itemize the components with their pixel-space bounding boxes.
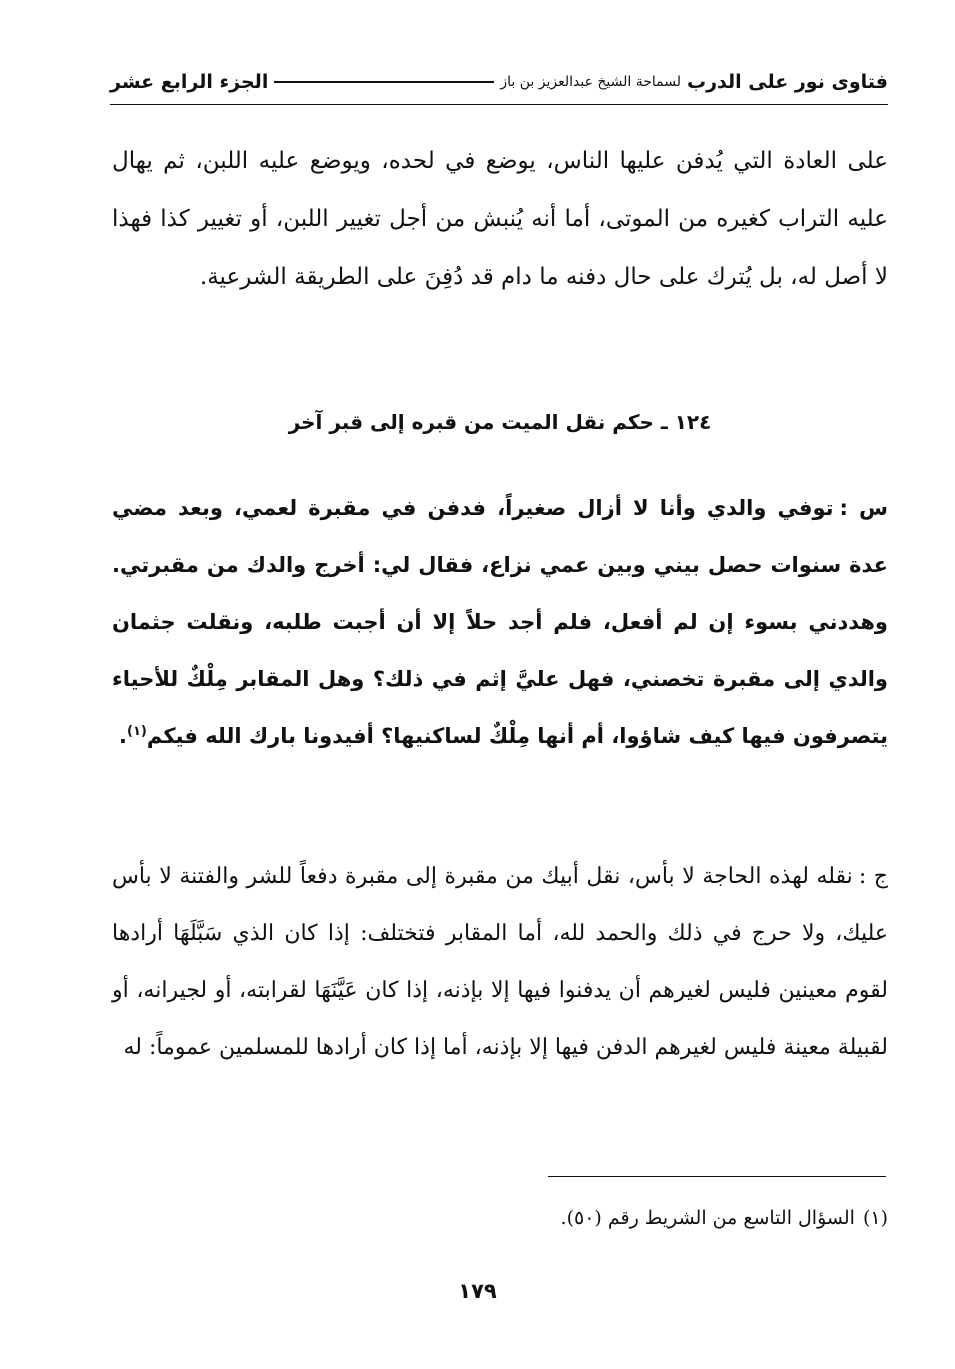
answer-text: نقله لهذه الحاجة لا بأس، نقل أبيك من مقبرة إلى مقبرة دفعاً للشر والفتنة لا بأس عليك، ولا حرج في ذلك والحمد لله، أما المقابر فتختلف: إذا كان الذي سَبَّلَهَا أرادها لقوم معينين فليس لغيرهم أن يدفنوا فيها إلا بإذنه، إذا كان عَيَّنَهَا لقرابته، أو لجيرانه، أو لقبيلة معينة فليس لغيرهم الدفن فيها إلا بإذنه، أما إذا كان أرادها للمسلمين عموماً: له	[112, 864, 888, 1060]
answer-marker: ج :	[858, 864, 888, 889]
footnote-rule	[548, 1176, 886, 1177]
footnote-text: السؤال التاسع من الشريط رقم (٥٠).	[560, 1207, 855, 1229]
section-heading: ١٢٤ ـ حكم نقل الميت من قبره إلى قبر آخر	[288, 410, 712, 434]
question-text: توفي والدي وأنا لا أزال صغيراً، فدفن في مقبرة لعمي، وبعد مضي عدة سنوات حصل بيني وبين عمي نزاع، فقال لي: أخرج والدك من مقبرتي. وهددني بسوء إن لم أفعل، فلم أجد حلاً إلا أن أجبت طلبه، ونقلت جثمان والدي إلى مقبرة تخصني، فهل عليَّ إثم في ذلك؟ وهل المقابر مِلْكٌ للأحياء يتصرفون فيها كيف شاؤوا، أم أنها مِلْكٌ لساكنيها؟ أفيدونا بارك الله فيكم	[112, 496, 888, 748]
continuation-paragraph	[112, 132, 888, 306]
header-title-group	[268, 71, 888, 93]
header-book-title: فتاوى نور على الدرب	[687, 71, 888, 93]
footnote-reference: (١)	[127, 724, 147, 739]
footnote-number: (١)	[862, 1207, 888, 1229]
answer-text-line	[112, 848, 888, 1076]
page-number: ١٧٩	[458, 1279, 497, 1303]
header-author: لسماحة الشيخ عبدالعزيز بن باز	[500, 74, 681, 90]
question-end: .	[119, 724, 128, 748]
header-underline	[110, 104, 888, 105]
header-rule	[274, 81, 494, 83]
running-header	[110, 62, 888, 102]
continuation-text: على العادة التي يُدفن عليها الناس، يوضع في لحده، ويوضع عليه اللبن، ثم يهال عليه التراب كغيره من الموتى، أما أنه يُنبش من أجل تغيير اللبن، أو تغيير كذا فهذا لا أصل له، بل يُترك على حال دفنه ما دام قد دُفِنَ على الطريقة الشرعية.	[112, 148, 888, 290]
question-paragraph	[112, 480, 888, 765]
question-text-line	[112, 480, 888, 765]
answer-paragraph	[112, 848, 888, 1076]
question-marker: س :	[839, 496, 889, 520]
footnote	[112, 1200, 888, 1236]
header-volume: الجزء الرابع عشر	[110, 71, 269, 93]
header-volume-group	[110, 71, 268, 93]
